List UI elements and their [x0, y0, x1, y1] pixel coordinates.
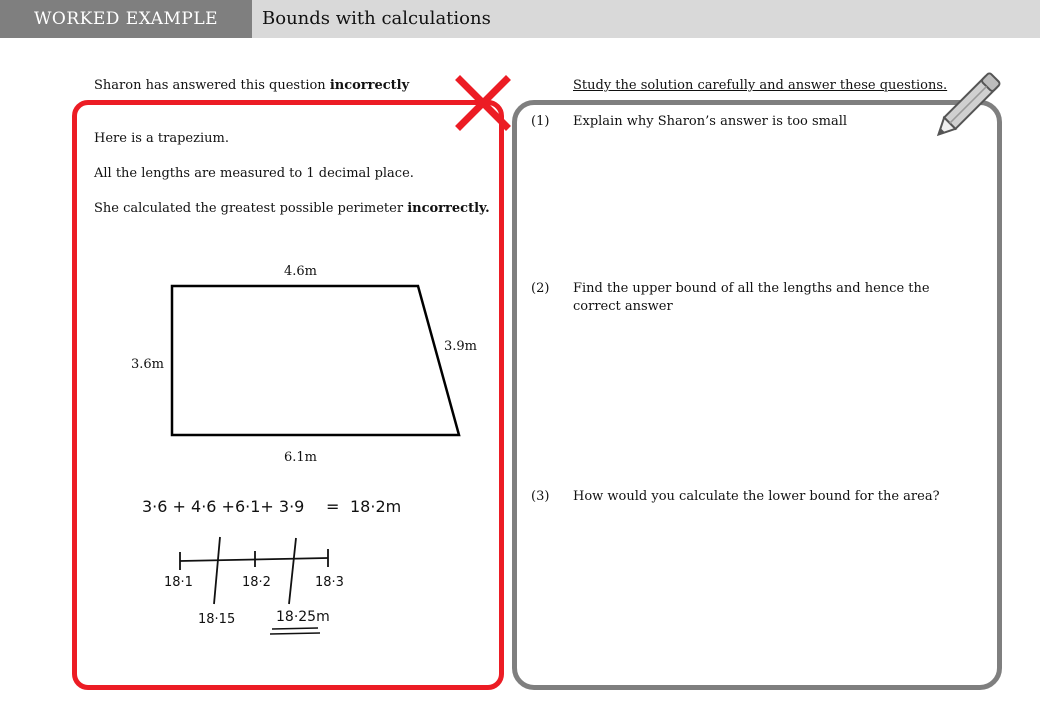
working-equals: =	[326, 497, 340, 516]
question-1-text: Explain why Sharon’s answer is too small	[573, 114, 848, 129]
question-2-text: Find the upper bound of all the lengths and hence the correct answer	[573, 281, 930, 314]
question-3-number: (3)	[531, 489, 550, 504]
label-bottom-length: 6.1m	[284, 450, 318, 465]
statement-3-bold: incorrectly.	[407, 201, 490, 216]
label-right-length: 3.9m	[444, 339, 478, 354]
header-tag: WORKED EXAMPLE	[0, 0, 252, 38]
question-2-number: (2)	[531, 281, 550, 296]
working-sum: 3·6 + 4·6 +6·1+ 3·9	[142, 497, 305, 516]
page-title: Bounds with calculations	[262, 8, 491, 29]
upper-bound-label: 18·25m	[276, 609, 330, 625]
scale-label-3: 18·3	[315, 575, 344, 590]
study-heading: Study the solution carefully and answer these questions.	[573, 78, 948, 93]
scale-label-1: 18·1	[164, 575, 193, 590]
label-left-length: 3.6m	[131, 357, 165, 372]
lower-bound-label: 18·15	[198, 612, 236, 627]
scale-label-2: 18·2	[242, 575, 271, 590]
statement-3-prefix: She calculated the greatest possible perimeter	[94, 201, 408, 216]
working-result: 18·2m	[350, 497, 402, 516]
statement-2: All the lengths are measured to 1 decimal place.	[94, 166, 414, 181]
statement-1: Here is a trapezium.	[94, 131, 229, 146]
question-1-number: (1)	[531, 114, 550, 129]
label-top-length: 4.6m	[284, 264, 318, 279]
question-3-text: How would you calculate the lower bound for the area?	[573, 489, 940, 504]
intro-bold: incorrectly	[329, 78, 410, 93]
intro-prefix: Sharon has answered this question	[94, 78, 330, 93]
